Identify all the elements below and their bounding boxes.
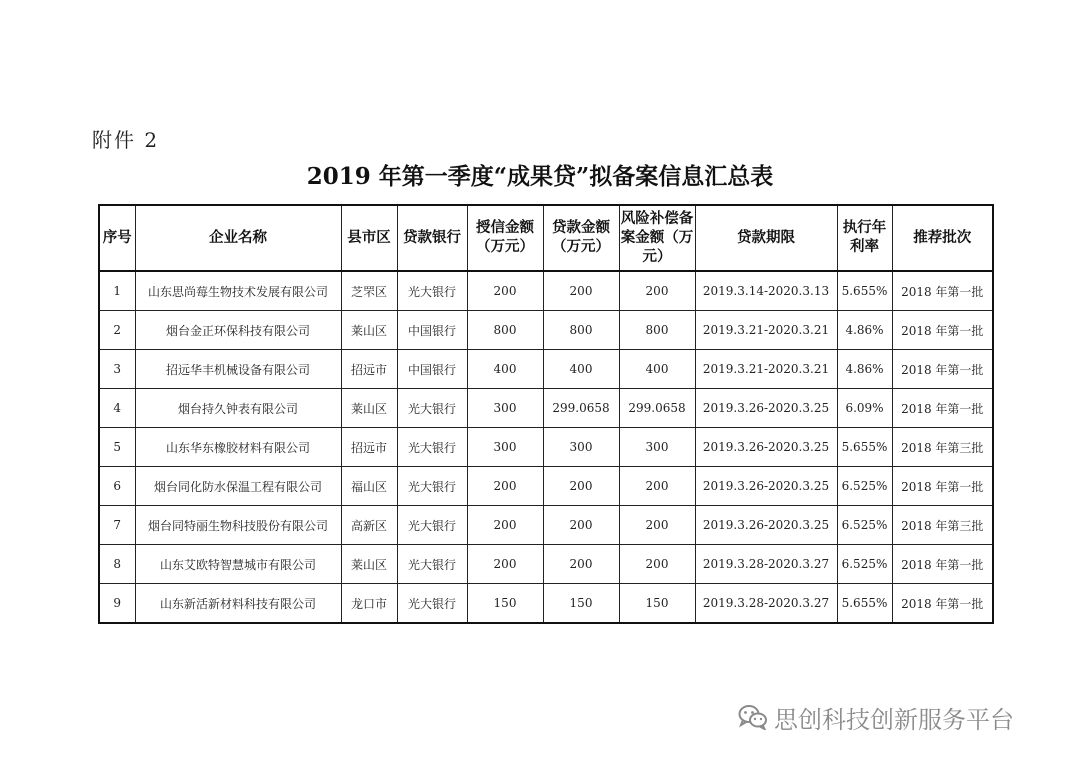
loan-term-cell: 2019.3.21-2020.3.21 (695, 311, 837, 350)
loan-term-cell: 2019.3.26-2020.3.25 (695, 467, 837, 506)
district-cell: 莱山区 (341, 389, 397, 428)
risk-compensation-amount-cell: 800 (619, 311, 695, 350)
company-name-cell: 山东艾欧特智慧城市有限公司 (135, 545, 341, 584)
recommended-batch-cell: 2018 年第三批 (892, 506, 993, 545)
credit-amount-cell: 200 (467, 506, 543, 545)
interest-rate-cell: 6.09% (837, 389, 892, 428)
table-row (99, 467, 993, 506)
risk-compensation-amount-cell: 300 (619, 428, 695, 467)
recommended-batch-cell: 2018 年第一批 (892, 350, 993, 389)
table-row (99, 350, 993, 389)
risk-compensation-amount-cell: 200 (619, 545, 695, 584)
bank-cell: 光大银行 (397, 506, 467, 545)
recommended-batch-cell: 2018 年第一批 (892, 389, 993, 428)
interest-rate-cell: 5.655% (837, 584, 892, 624)
interest-rate-cell: 6.525% (837, 467, 892, 506)
row-number-cell: 6 (99, 467, 135, 506)
risk-compensation-amount-cell: 200 (619, 467, 695, 506)
credit-amount-cell: 300 (467, 428, 543, 467)
risk-compensation-amount-cell: 400 (619, 350, 695, 389)
loan-term-cell: 2019.3.14-2020.3.13 (695, 271, 837, 311)
header-cell: 风险补偿备案金额（万元） (619, 205, 695, 271)
attachment-label: 附件 2 (92, 128, 160, 152)
company-name-cell: 烟台同化防水保温工程有限公司 (135, 467, 341, 506)
loan-amount-cell: 150 (543, 584, 619, 624)
credit-amount-cell: 300 (467, 389, 543, 428)
district-cell: 莱山区 (341, 545, 397, 584)
row-number-cell: 5 (99, 428, 135, 467)
district-cell: 高新区 (341, 506, 397, 545)
loan-term-cell: 2019.3.26-2020.3.25 (695, 506, 837, 545)
district-cell: 龙口市 (341, 584, 397, 624)
header-cell: 序号 (99, 205, 135, 271)
row-number-cell: 2 (99, 311, 135, 350)
bank-cell: 光大银行 (397, 467, 467, 506)
header-cell: 贷款银行 (397, 205, 467, 271)
table-header-row (99, 205, 993, 271)
company-name-cell: 山东新活新材料科技有限公司 (135, 584, 341, 624)
table-row (99, 428, 993, 467)
loan-amount-cell: 200 (543, 271, 619, 311)
loan-amount-cell: 200 (543, 506, 619, 545)
bank-cell: 光大银行 (397, 545, 467, 584)
credit-amount-cell: 200 (467, 271, 543, 311)
risk-compensation-amount-cell: 200 (619, 271, 695, 311)
recommended-batch-cell: 2018 年第一批 (892, 311, 993, 350)
company-name-cell: 山东思尚莓生物技术发展有限公司 (135, 271, 341, 311)
recommended-batch-cell: 2018 年第一批 (892, 271, 993, 311)
loan-amount-cell: 300 (543, 428, 619, 467)
header-cell: 贷款金额（万元） (543, 205, 619, 271)
bank-cell: 中国银行 (397, 311, 467, 350)
loan-amount-cell: 200 (543, 467, 619, 506)
bank-cell: 光大银行 (397, 389, 467, 428)
loan-term-cell: 2019.3.26-2020.3.25 (695, 428, 837, 467)
credit-amount-cell: 400 (467, 350, 543, 389)
header-cell: 授信金额（万元） (467, 205, 543, 271)
recommended-batch-cell: 2018 年第一批 (892, 545, 993, 584)
bank-cell: 中国银行 (397, 350, 467, 389)
risk-compensation-amount-cell: 150 (619, 584, 695, 624)
document-title: 2019 年第一季度“成果贷”拟备案信息汇总表 (306, 163, 774, 190)
district-cell: 福山区 (341, 467, 397, 506)
header-cell: 县市区 (341, 205, 397, 271)
credit-amount-cell: 800 (467, 311, 543, 350)
district-cell: 莱山区 (341, 311, 397, 350)
company-name-cell: 烟台同特丽生物科技股份有限公司 (135, 506, 341, 545)
header-cell: 贷款期限 (695, 205, 837, 271)
wechat-icon (738, 704, 768, 730)
table-row (99, 545, 993, 584)
summary-table (98, 204, 994, 624)
row-number-cell: 1 (99, 271, 135, 311)
company-name-cell: 烟台金正环保科技有限公司 (135, 311, 341, 350)
interest-rate-cell: 6.525% (837, 506, 892, 545)
loan-amount-cell: 400 (543, 350, 619, 389)
interest-rate-cell: 6.525% (837, 545, 892, 584)
row-number-cell: 7 (99, 506, 135, 545)
header-cell: 推荐批次 (892, 205, 993, 271)
interest-rate-cell: 5.655% (837, 428, 892, 467)
recommended-batch-cell: 2018 年第一批 (892, 467, 993, 506)
table-row (99, 389, 993, 428)
interest-rate-cell: 5.655% (837, 271, 892, 311)
district-cell: 招远市 (341, 350, 397, 389)
company-name-cell: 烟台持久钟表有限公司 (135, 389, 341, 428)
credit-amount-cell: 150 (467, 584, 543, 624)
header-cell: 企业名称 (135, 205, 341, 271)
loan-amount-cell: 800 (543, 311, 619, 350)
credit-amount-cell: 200 (467, 467, 543, 506)
recommended-batch-cell: 2018 年第一批 (892, 584, 993, 624)
loan-amount-cell: 299.0658 (543, 389, 619, 428)
interest-rate-cell: 4.86% (837, 350, 892, 389)
district-cell: 芝罘区 (341, 271, 397, 311)
watermark (738, 702, 1014, 732)
recommended-batch-cell: 2018 年第三批 (892, 428, 993, 467)
loan-term-cell: 2019.3.28-2020.3.27 (695, 545, 837, 584)
table-row (99, 506, 993, 545)
credit-amount-cell: 200 (467, 545, 543, 584)
bank-cell: 光大银行 (397, 584, 467, 624)
company-name-cell: 招远华丰机械设备有限公司 (135, 350, 341, 389)
loan-amount-cell: 200 (543, 545, 619, 584)
loan-term-cell: 2019.3.26-2020.3.25 (695, 389, 837, 428)
bank-cell: 光大银行 (397, 271, 467, 311)
company-name-cell: 山东华东橡胶材料有限公司 (135, 428, 341, 467)
row-number-cell: 4 (99, 389, 135, 428)
risk-compensation-amount-cell: 299.0658 (619, 389, 695, 428)
watermark-text: 思创科技创新服务平台 (774, 705, 1014, 734)
row-number-cell: 9 (99, 584, 135, 624)
table-row (99, 311, 993, 350)
risk-compensation-amount-cell: 200 (619, 506, 695, 545)
table-row (99, 271, 993, 311)
loan-term-cell: 2019.3.28-2020.3.27 (695, 584, 837, 624)
header-cell: 执行年利率 (837, 205, 892, 271)
loan-term-cell: 2019.3.21-2020.3.21 (695, 350, 837, 389)
table-row (99, 584, 993, 624)
district-cell: 招远市 (341, 428, 397, 467)
row-number-cell: 3 (99, 350, 135, 389)
interest-rate-cell: 4.86% (837, 311, 892, 350)
bank-cell: 光大银行 (397, 428, 467, 467)
row-number-cell: 8 (99, 545, 135, 584)
